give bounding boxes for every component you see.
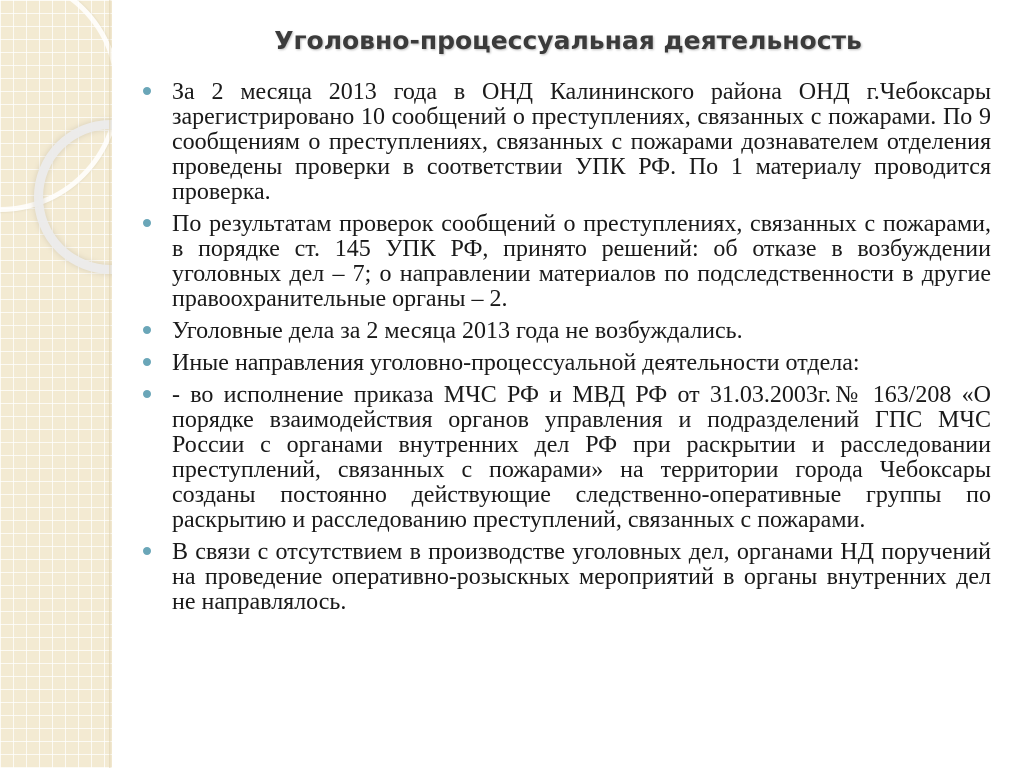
bullet-item [143, 212, 991, 312]
bullet-text: - во исполнение приказа МЧС РФ и МВД РФ от 31.03.2003г.№ 163/208 «О порядке взаимодействия органов управления и подразделений ГПС МЧС России с органами внутренних дел РФ при раскрытии и расследовании преступлений, связанных с пожарами» на территории города Чебоксары созданы постоянно действующие следственно-оперативные группы по раскрытию и расследованию преступлений, связанных с пожарами. [172, 382, 991, 533]
bullet-text: Иные направления уголовно-процессуальной деятельности отдела: [172, 350, 860, 376]
bullet-icon [143, 326, 151, 334]
slide-title: Уголовно-процессуальная деятельность [274, 26, 862, 55]
bullet-icon [143, 219, 151, 227]
bullet-text: Уголовные дела за 2 месяца 2013 года не возбуждались. [172, 318, 743, 344]
bullet-icon [143, 87, 151, 95]
bullet-item [143, 540, 991, 615]
decorative-side-panel [0, 0, 112, 768]
bullet-icon [143, 390, 151, 398]
bullet-list [143, 80, 991, 615]
bullet-item [143, 80, 991, 205]
bullet-icon [143, 547, 151, 555]
bullet-text: За 2 месяца 2013 года в ОНД Калининского района ОНД г.Чебоксары зарегистрировано 10 сообщений о преступлениях, связанных с пожарами. По 9 сообщениям о преступлениях, связанных с пожарами дознавателем отделения проведены проверки в соответствии УПК РФ. По 1 материалу проводится проверка. [172, 79, 991, 205]
slide-content [143, 80, 991, 622]
bullet-text: По результатам проверок сообщений о преступлениях, связанных с пожарами, в порядке ст. 145 УПК РФ, принято решений: об отказе в возбуждении уголовных дел – 7; о направлении материалов по подследственности в другие правоохранительные органы – 2. [172, 211, 991, 312]
bullet-icon [143, 358, 151, 366]
bullet-item [143, 351, 991, 376]
bullet-item [143, 319, 991, 344]
bullet-text: В связи с отсутствием в производстве уголовных дел, органами НД поручений на проведение оперативно-розыскных мероприятий в органы внутренних дел не направлялось. [172, 539, 991, 615]
bullet-item [143, 383, 991, 533]
